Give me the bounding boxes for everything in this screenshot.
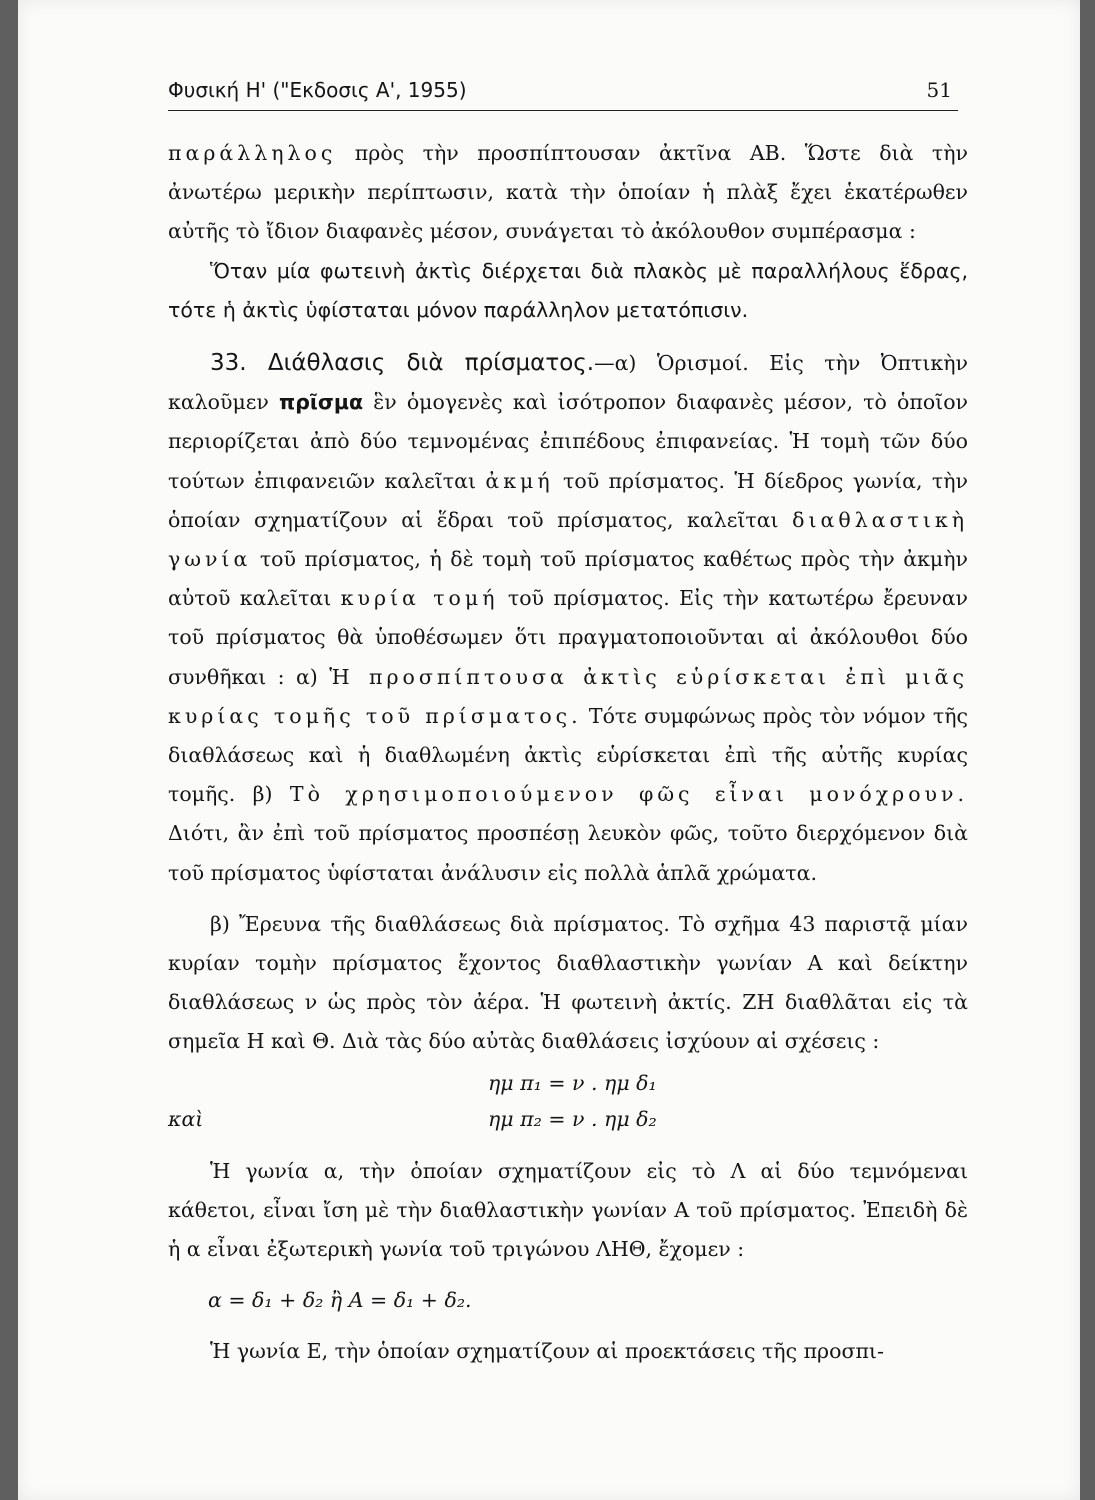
section-text: Τότε συμφώνως πρὸς τὸν νόμον τῆς διαθλάσεως καὶ ἡ διαθλωμένη ἀκτὶς εὑρίσκεται ἐπὶ τῆς αὐτῆς κυρίας τομῆς. β): [168, 703, 968, 807]
formula-line: ημ π₂ = ν . ημ δ₂: [488, 1106, 657, 1131]
paragraph-text: πρὸς τὴν προσπίπτουσαν ἀκτῖνα ΑΒ. Ὥστε διὰ τὴν ἀνωτέρω μερικὴν περίπτωσιν, κατὰ τὴν ὁποίαν ἡ πλὰξ ἔχει ἑκατέρωθεν αὐτῆς τὸ ἴδιον διαφανὲς μέσον, συνάγεται τὸ ἀκόλουθον συμπέρασμα :: [168, 141, 968, 244]
section-text: τοῦ πρίσματος. Εἰς τὴν κατωτέρω ἔρευναν τοῦ πρίσματος θὰ ὑποθέσωμεν ὅτι πραγματοποιοῦνται αἱ ἀκόλουθοι δύο συνθῆκαι : α): [168, 586, 969, 689]
section-text: τοῦ πρίσματος. Ἡ δίεδρος γωνία, τὴν ὁποίαν σχηματίζουν αἱ ἕδραι τοῦ πρίσματος, καλεῖται: [168, 468, 968, 532]
bold-term: πρῖσμα: [279, 390, 364, 415]
page-body: [168, 134, 968, 1372]
page-number: 51: [926, 78, 952, 102]
formula-conjunction: καὶ: [168, 1106, 204, 1131]
research-paragraph: β) Ἔρευνα τῆς διαθλάσεως διὰ πρίσματος. Τὸ σχῆμα 43 παριστᾷ μίαν κυρίαν τομὴν πρίσματος ἔχοντος διαθλαστικὴν γωνίαν Α καὶ δείκτην διαθλάσεως ν ὡς πρὸς τὸν ἀέρα. Ἡ φωτεινὴ ἀκτίς. ΖΗ διαθλᾶται εἰς τὰ σημεῖα Η καὶ Θ. Διὰ τὰς δύο αὐτὰς διαθλάσεις ἰσχύουν αἱ σχέσεις :: [168, 911, 968, 1054]
spaced-emphasis: παράλληλος: [168, 141, 337, 165]
angle-formula: α = δ₁ + δ₂ ἢ Α = δ₁ + δ₂.: [208, 1288, 472, 1313]
paragraph-continuation: [168, 134, 968, 252]
formula-block: [168, 1062, 968, 1140]
section-33-paragraph: [168, 344, 968, 893]
angle-paragraph: Ἡ γωνία α, τὴν ὁποίαν σχηματίζουν εἰς τὸ Λ αἱ δύο τεμνόμεναι κάθετοι, εἶναι ἴση μὲ τὴν διαθλαστικὴν γωνίαν Α τοῦ πρίσματος. Ἐπειδὴ δὲ ἡ α εἶναι ἐξωτερικὴ γωνία τοῦ τριγώνου ΛΗΘ, ἔχομεν :: [168, 1158, 968, 1262]
conclusion-paragraph: Ὅταν μία φωτεινὴ ἀκτὶς διέρχεται διὰ πλακὸς μὲ παραλλήλους ἕδρας, τότε ἡ ἀκτὶς ὑφίσταται μόνον παράλληλον μετατόπισιν.: [168, 258, 968, 322]
spaced-term: διαθλαστικὴ γωνία: [168, 507, 968, 572]
spaced-condition: Ἡ προσπίπτουσα ἀκτὶς εὑρίσκεται ἐπὶ μιᾶς κυρίας τομῆς τοῦ πρίσματος.: [168, 664, 968, 728]
page-header: [168, 78, 958, 111]
section-text: Διότι, ἂν ἐπὶ τοῦ πρίσματος προσπέσῃ λευκὸν φῶς, τοῦτο διερχόμενον διὰ τοῦ πρίσματος ὑφίσταται ἀνάλυσιν εἰς πολλὰ ἁπλᾶ χρώματα.: [168, 821, 968, 885]
spaced-term: κυρία τομή: [340, 586, 499, 611]
spaced-condition: Τὸ χρησιμοποιούμενον φῶς εἶναι μονόχρουν.: [289, 782, 968, 807]
formula-line: ημ π₁ = ν . ημ δ₁: [488, 1070, 657, 1095]
section-text: —α) Ὁρισμοί. Εἰς τὴν Ὀπτικὴν καλοῦμεν: [168, 351, 968, 415]
section-heading: 33. Διάθλασις διὰ πρίσματος.: [210, 350, 595, 377]
running-title: Φυσική Η' ("Εκδοσις Α', 1955): [168, 78, 467, 102]
last-paragraph: Ἡ γωνία Ε, τὴν ὁποίαν σχηματίζουν αἱ προεκτάσεις τῆς προσπι-: [210, 1339, 884, 1364]
section-text: ἓν ὁμογενὲς καὶ ἰσότροπον διαφανὲς μέσον, τὸ ὁποῖον περιορίζεται ἀπὸ δύο τεμνομένας ἐπιπέδους ἐπιφανείας. Ἡ τομὴ τῶν δύο τούτων ἐπιφανειῶν καλεῖται: [168, 390, 969, 493]
document-page: [18, 0, 1080, 1500]
spaced-term: ἀκμή: [485, 468, 554, 493]
section-text: τοῦ πρίσματος, ἡ δὲ τομὴ τοῦ πρίσματος καθέτως πρὸς τὴν ἀκμὴν αὐτοῦ καλεῖται: [168, 547, 968, 611]
